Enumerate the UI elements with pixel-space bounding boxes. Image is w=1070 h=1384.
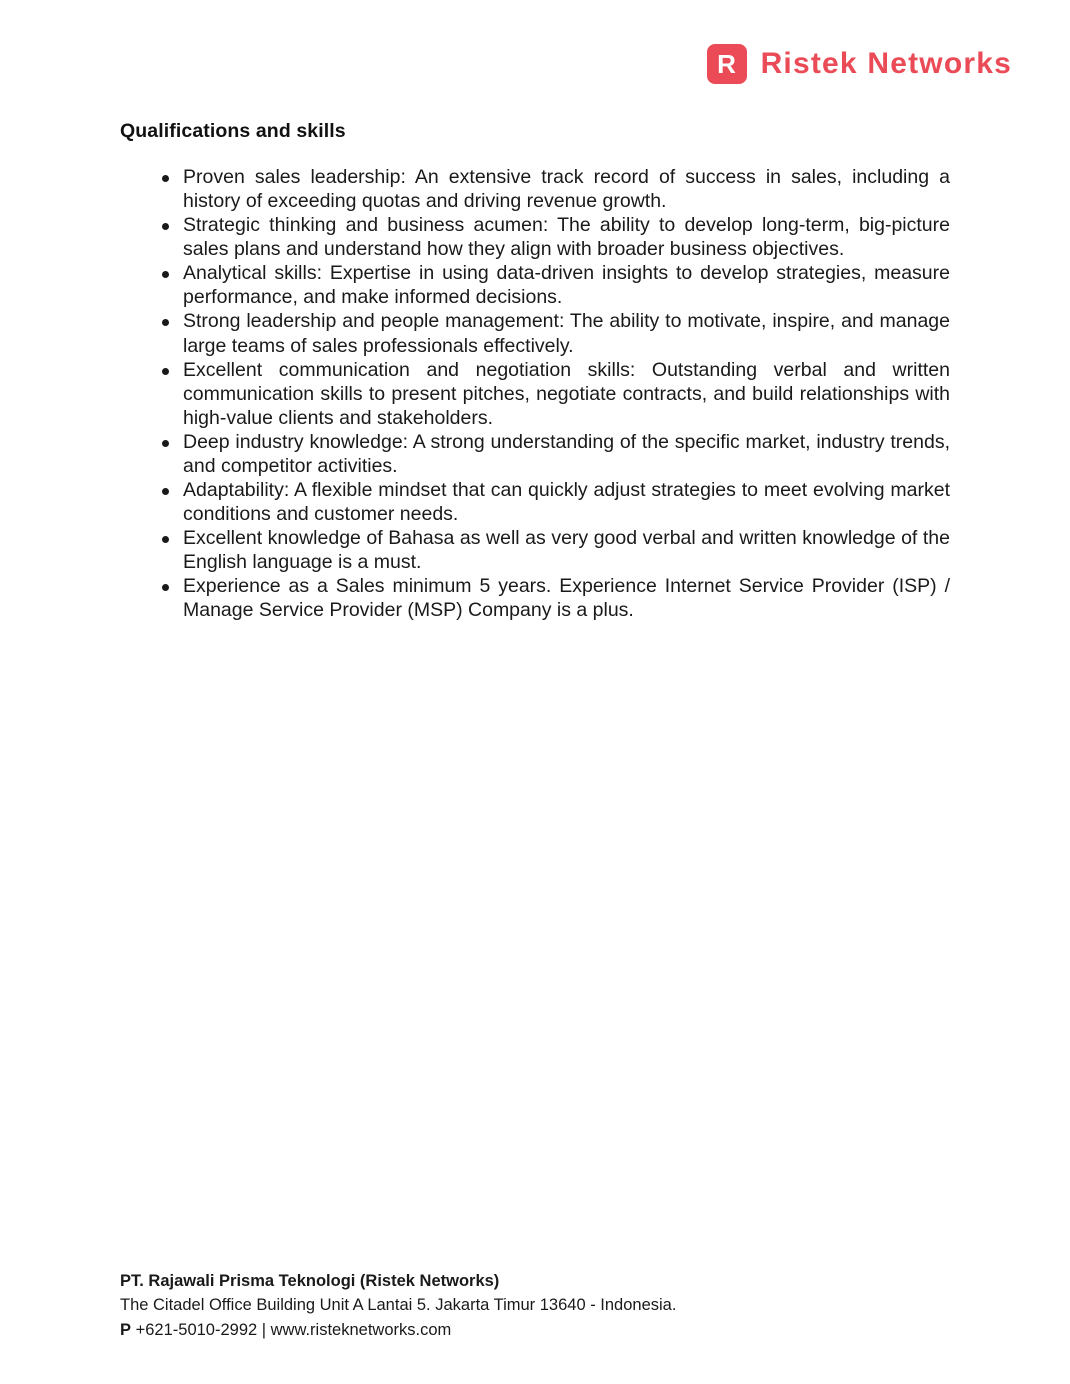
list-item: Experience as a Sales minimum 5 years. Experience Internet Service Provider (ISP) / Manage Service Provider (MSP) Company is a plus.: [120, 574, 950, 622]
logo-mark-letter: R: [717, 49, 736, 79]
list-item: Excellent knowledge of Bahasa as well as very good verbal and written knowledge of the English language is a must.: [120, 526, 950, 574]
page-title: Qualifications and skills: [120, 120, 346, 142]
company-logo: [707, 44, 1012, 84]
footer-contact: [120, 1318, 950, 1342]
list-item: Excellent communication and negotiation skills: Outstanding verbal and written communication skills to present pitches, negotiate contracts, and build relationships with high-value clients and stakeholders.: [120, 358, 950, 430]
list-item: Proven sales leadership: An extensive track record of success in sales, including a history of exceeding quotas and driving revenue growth.: [120, 165, 950, 213]
list-item: Analytical skills: Expertise in using data-driven insights to develop strategies, measure performance, and make informed decisions.: [120, 261, 950, 309]
footer-phone-and-website: +621-5010-2992 | www.risteknetworks.com: [135, 1320, 452, 1339]
list-item: Deep industry knowledge: A strong understanding of the specific market, industry trends, and competitor activities.: [120, 430, 950, 478]
logo-wordmark: Ristek Networks: [760, 47, 1012, 80]
logo-mark-icon: [707, 44, 747, 84]
list-item: Strategic thinking and business acumen: The ability to develop long-term, big-picture sales plans and understand how they align with broader business objectives.: [120, 213, 950, 261]
qualifications-list: [120, 165, 950, 622]
footer-address: The Citadel Office Building Unit A Lantai 5. Jakarta Timur 13640 - Indonesia.: [120, 1296, 677, 1315]
list-item: Adaptability: A flexible mindset that can quickly adjust strategies to meet evolving market conditions and customer needs.: [120, 478, 950, 526]
footer-company-name: PT. Rajawali Prisma Teknologi (Ristek Networks): [120, 1271, 500, 1290]
list-item: Strong leadership and people management: The ability to motivate, inspire, and manage large teams of sales professionals effectively.: [120, 309, 950, 357]
footer-phone-label: P: [120, 1320, 132, 1339]
document-body: [120, 120, 950, 622]
document-footer: [120, 1269, 950, 1342]
